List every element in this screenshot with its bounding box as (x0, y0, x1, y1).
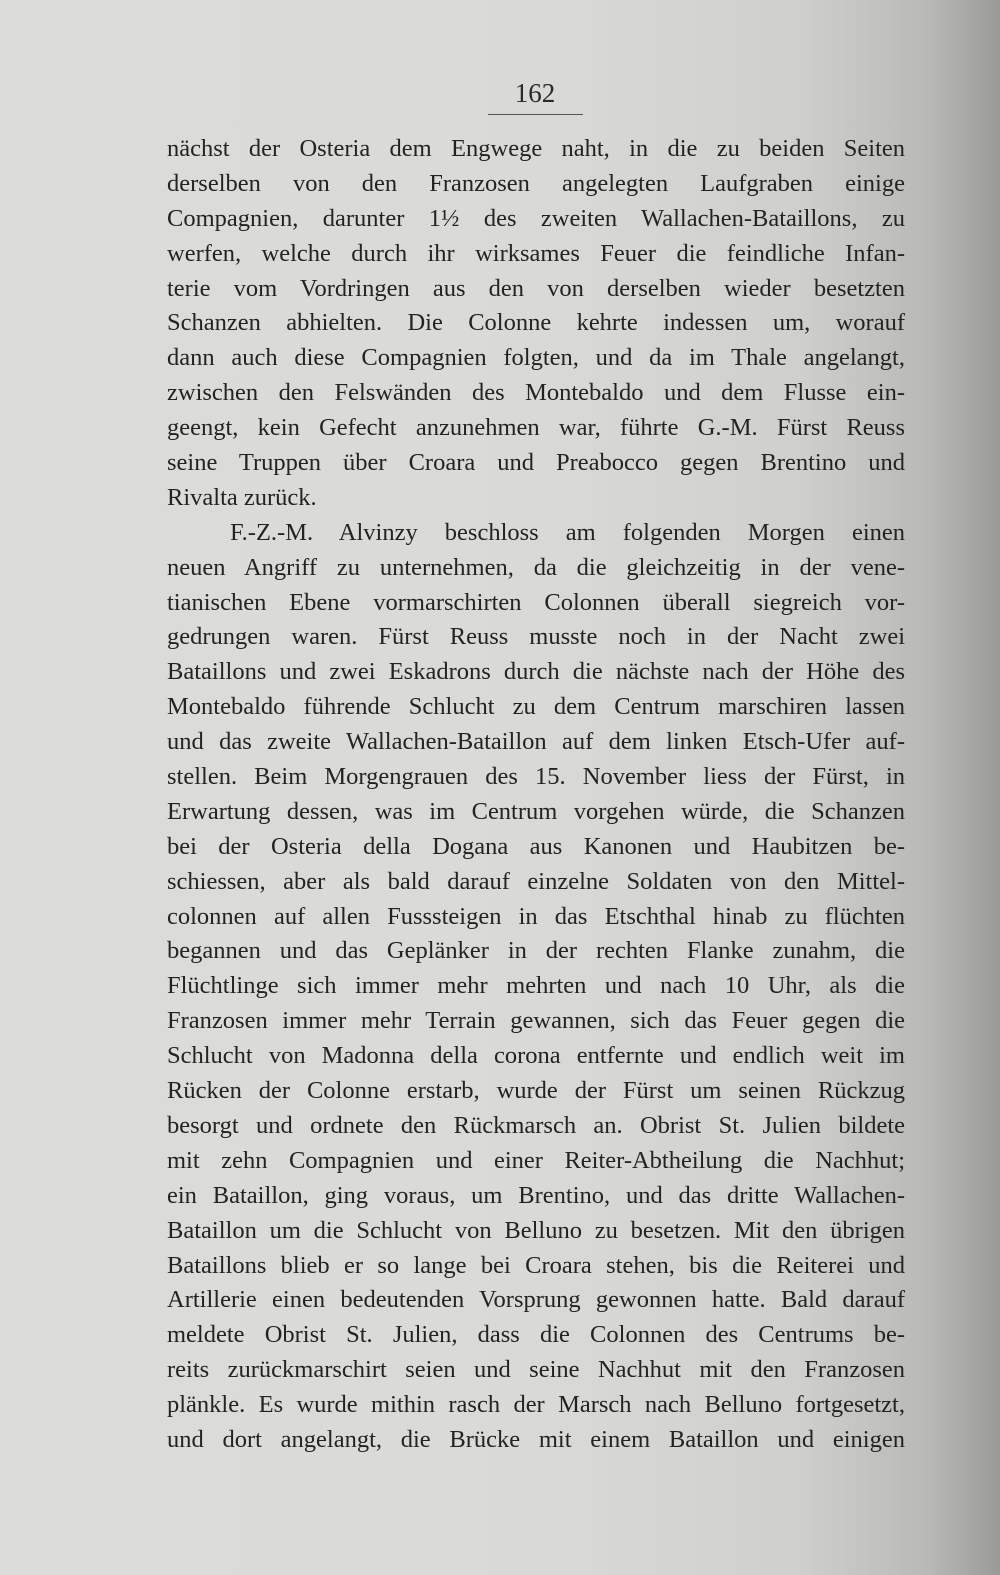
text-line: neuen Angriff zu unternehmen, da die gleichzeitig in der vene- (167, 553, 905, 581)
text-line: F.-Z.-M. Alvinzy beschloss am folgenden Morgen einen (230, 518, 905, 546)
text-line: und das zweite Wallachen-Bataillon auf dem linken Etsch-Ufer auf- (167, 728, 905, 756)
text-line: reits zurückmarschirt seien und seine Nachhut mit den Franzosen (167, 1356, 905, 1384)
text-line: Flüchtlinge sich immer mehr mehrten und nach 10 Uhr, als die (167, 972, 905, 1000)
text-line: seine Truppen über Croara und Preabocco gegen Brentino und (167, 449, 905, 477)
text-line: tianischen Ebene vormarschirten Colonnen überall siegreich vor- (167, 588, 905, 616)
text-line: Bataillons und zwei Eskadrons durch die nächste nach der Höhe des (167, 658, 905, 686)
text-line: Rivalta zurück. (167, 483, 317, 511)
text-line: Erwartung dessen, was im Centrum vorgehen würde, die Schanzen (167, 797, 905, 825)
text-line: Schlucht von Madonna della corona entfernte und endlich weit im (167, 1042, 905, 1070)
body-text (167, 132, 905, 1458)
text-line: mit zehn Compagnien und einer Reiter-Abtheilung die Nachhut; (167, 1146, 905, 1174)
text-line: Montebaldo führende Schlucht zu dem Centrum marschiren lassen (167, 693, 905, 721)
text-line: terie vom Vordringen aus den von derselben wieder besetzten (167, 274, 905, 302)
text-line: besorgt und ordnete den Rückmarsch an. Obrist St. Julien bildete (167, 1111, 905, 1139)
text-line: bei der Osteria della Dogana aus Kanonen und Haubitzen be- (167, 832, 905, 860)
text-line: stellen. Beim Morgengrauen des 15. November liess der Fürst, in (167, 763, 905, 791)
text-line: derselben von den Franzosen angelegten Laufgraben einige (167, 169, 905, 197)
text-line: plänkle. Es wurde mithin rasch der Marsch nach Belluno fortgesetzt, (167, 1391, 905, 1419)
text-line: Artillerie einen bedeutenden Vorsprung gewonnen hatte. Bald darauf (167, 1286, 905, 1314)
text-line: begannen und das Geplänker in der rechten Flanke zunahm, die (167, 937, 905, 965)
text-line: Bataillon um die Schlucht von Belluno zu besetzen. Mit den übrigen (167, 1216, 905, 1244)
text-line: nächst der Osteria dem Engwege naht, in die zu beiden Seiten (167, 135, 905, 162)
text-line: zwischen den Felswänden des Montebaldo und dem Flusse ein- (167, 379, 905, 407)
text-line: Compagnien, darunter 1½ des zweiten Wallachen-Bataillons, zu (167, 204, 905, 232)
text-line: Bataillons blieb er so lange bei Croara stehen, bis die Reiterei und (167, 1251, 905, 1279)
text-line: Schanzen abhielten. Die Colonne kehrte indessen um, worauf (167, 309, 905, 337)
page-number: 162 (514, 78, 556, 108)
page-number-rule (488, 114, 583, 115)
text-line: geengt, kein Gefecht anzunehmen war, führte G.-M. Fürst Reuss (167, 414, 905, 442)
text-line: gedrungen waren. Fürst Reuss musste noch in der Nacht zwei (167, 623, 905, 651)
text-line: Rücken der Colonne erstarb, wurde der Fürst um seinen Rückzug (167, 1077, 905, 1105)
text-line: und dort angelangt, die Brücke mit einem Bataillon und einigen (167, 1425, 905, 1453)
text-line: ein Bataillon, ging voraus, um Brentino, und das dritte Wallachen- (167, 1181, 905, 1209)
text-line: schiessen, aber als bald darauf einzelne Soldaten von den Mittel- (167, 867, 905, 895)
text-line: werfen, welche durch ihr wirksames Feuer die feindliche Infan- (167, 239, 905, 267)
text-line: colonnen auf allen Fusssteigen in das Etschthal hinab zu flüchten (167, 902, 905, 930)
text-line: meldete Obrist St. Julien, dass die Colonnen des Centrums be- (167, 1321, 905, 1349)
text-line: Franzosen immer mehr Terrain gewannen, sich das Feuer gegen die (167, 1007, 905, 1035)
text-line: dann auch diese Compagnien folgten, und da im Thale angelangt, (167, 344, 905, 372)
